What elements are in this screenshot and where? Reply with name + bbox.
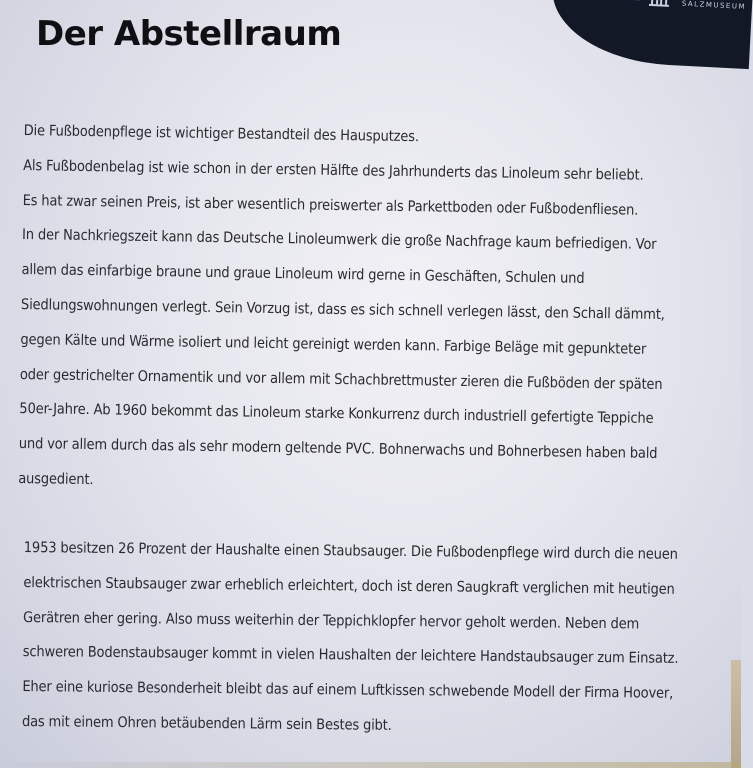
text-line: ausgedient. xyxy=(18,469,94,489)
text-line: 1953 besitzen 26 Prozent der Haushalte einen Staubsauger. Die Fußbodenpflege wird durch die neuen xyxy=(23,538,678,563)
text-line: Es hat zwar seinen Preis, ist aber wesentlich preiswerter als Parkettboden oder Fußbodenfliesen. xyxy=(22,191,639,219)
text-line: 50er-Jahre. Ab 1960 bekommt das Linoleum starke Konkurrenz durch industriell gefertigte Teppiche xyxy=(19,400,654,428)
text-line: In der Nachkriegszeit kann das Deutsche Linoleumwerk die große Nachfrage kaum befriedigen. Vor xyxy=(21,226,657,254)
text-line: allem das einfarbige braune und graue Linoleum wird gerne in Geschäften, Schulen und xyxy=(21,261,585,288)
museum-building-icon xyxy=(648,0,671,8)
floor-edge xyxy=(0,762,741,768)
text-line: oder gestrichelter Ornamentik und vor allem mit Schachbrettmuster zieren die Fußböden der späten xyxy=(19,365,663,393)
logo-text xyxy=(682,0,747,12)
paragraph-linoleum xyxy=(18,114,729,508)
frame-edge xyxy=(731,660,741,768)
text-line: gegen Kälte und Wärme isoliert und leicht gereinigt werden kann. Farbige Beläge mit gepunkteter xyxy=(20,330,647,358)
page-title: Der Abstellraum xyxy=(36,14,342,54)
museum-logo-badge xyxy=(549,0,753,69)
text-line: schweren Bodenstaubsauger kommt in vielen Haushalten der leichtere Handstaubsauger zum Einsatz. xyxy=(22,643,679,668)
text-line: Siedlungswohnungen verlegt. Sein Vorzug ist, dass es sich schnell verlegen lässt, den Schall dämmt, xyxy=(20,295,665,324)
logo-line-2: SALZMUSEUM xyxy=(681,0,747,11)
text-line: Eher eine kuriose Besonderheit bleibt das auf einem Luftkissen schwebende Modell der Firma Hoover, xyxy=(22,678,674,702)
text-line: das mit einem Ohren betäubenden Lärm sein Bestes gibt. xyxy=(21,712,392,734)
text-line: und vor allem durch das als sehr modern geltende PVC. Bohnerwachs und Bohnerbesen haben bald xyxy=(18,435,658,463)
text-line: Gerätren eher gering. Also muss weiterhin der Teppichklopfer hervor geholt werden. Neben dem xyxy=(23,608,640,633)
text-line: Die Fußbodenpflege ist wichtiger Bestandteil des Hausputzes. xyxy=(23,121,420,146)
text-line: Als Fußbodenbelag ist wie schon in der ersten Hälfte des Jahrhunderts das Linoleum sehr beliebt. xyxy=(23,156,644,184)
text-line: elektrischen Staubsauger zwar erheblich erleichtert, doch ist deren Saugkraft verglichen mit heutigen xyxy=(23,573,675,598)
paragraph-vacuum xyxy=(22,531,729,747)
